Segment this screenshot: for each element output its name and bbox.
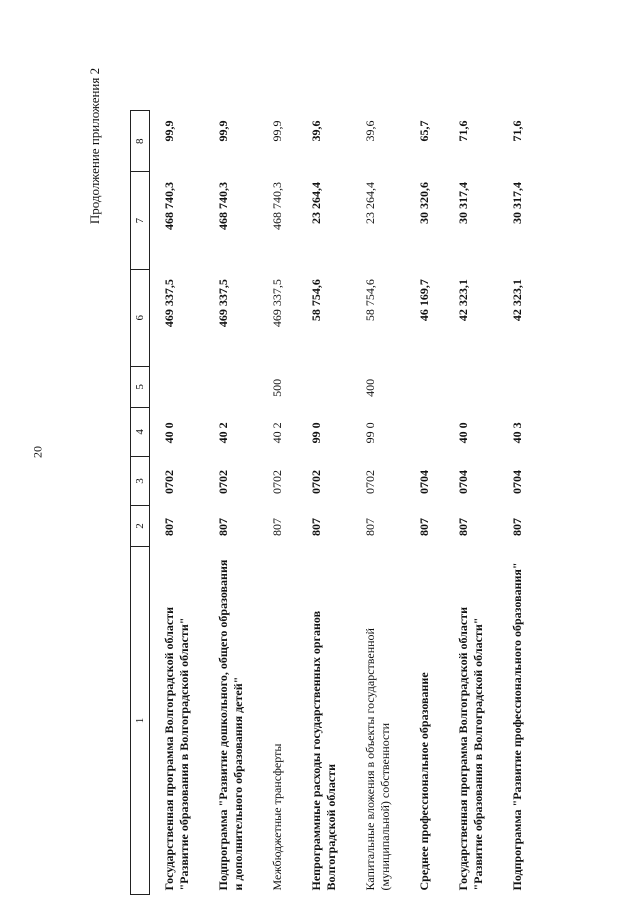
cell-program: 40 3 — [510, 422, 524, 444]
row-name: Капитальные вложения в объекты государственной (муниципальной) собственности — [363, 628, 392, 891]
column-header: 3 — [131, 456, 150, 505]
cell-program — [405, 407, 444, 456]
cell-ministry: 807 — [162, 518, 176, 537]
table-row — [204, 111, 258, 895]
cell-actual: 30 317,4 — [456, 181, 470, 224]
cell-section: 0702 — [309, 470, 323, 495]
cell-program: 40 2 — [270, 422, 284, 444]
column-header: 8 — [131, 111, 150, 172]
cell-section: 0702 — [162, 470, 176, 495]
table-row — [405, 111, 444, 895]
budget-table — [130, 110, 537, 895]
cell-expense-type — [498, 366, 537, 407]
table-row — [444, 111, 498, 895]
cell-actual: 468 740,3 — [162, 181, 176, 230]
cell-program: 99 0 — [309, 422, 323, 444]
cell-expense-type — [150, 366, 205, 407]
row-name: Среднее профессиональное образование — [417, 672, 431, 891]
cell-expense-type — [204, 366, 258, 407]
cell-percent: 71,6 — [456, 120, 470, 142]
cell-program: 40 2 — [216, 422, 230, 444]
cell-percent: 65,7 — [417, 120, 431, 142]
row-name: Межбюджетные трансферты — [270, 743, 284, 891]
cell-expense-type: 500 — [270, 378, 284, 397]
cell-plan: 42 323,1 — [510, 279, 524, 322]
cell-section: 0704 — [417, 470, 431, 495]
row-name: Государственная программа Волгоградской области "Развитие образования в Волгоградской области" — [162, 606, 191, 891]
cell-section: 0702 — [363, 470, 377, 495]
cell-actual: 468 740,3 — [270, 181, 284, 230]
cell-actual: 23 264,4 — [309, 181, 323, 224]
cell-expense-type — [297, 366, 351, 407]
table-row — [150, 111, 205, 895]
cell-plan: 469 337,5 — [270, 279, 284, 328]
cell-section: 0702 — [216, 470, 230, 495]
cell-section: 0702 — [270, 470, 284, 495]
table-row — [498, 111, 537, 895]
cell-section: 0704 — [456, 470, 470, 495]
table-row — [297, 111, 351, 895]
cell-ministry: 807 — [309, 518, 323, 537]
cell-percent: 71,6 — [510, 120, 524, 142]
cell-actual: 30 320,6 — [417, 181, 431, 224]
cell-percent: 39,6 — [363, 120, 377, 142]
cell-ministry: 807 — [363, 518, 377, 537]
cell-expense-type: 400 — [363, 378, 377, 397]
cell-program: 99 0 — [363, 422, 377, 444]
cell-plan: 469 337,5 — [162, 279, 176, 328]
cell-plan: 42 323,1 — [456, 279, 470, 322]
cell-program: 40 0 — [162, 422, 176, 444]
cell-expense-type — [444, 366, 498, 407]
row-name: Подпрограмма "Развитие дошкольного, общего образования и дополнительного образования детей" — [216, 559, 245, 891]
cell-plan: 46 169,7 — [417, 279, 431, 322]
cell-plan: 58 754,6 — [363, 279, 377, 322]
cell-actual: 23 264,4 — [363, 181, 377, 224]
column-header: 6 — [131, 269, 150, 366]
table-row — [258, 111, 297, 895]
cell-percent: 99,9 — [216, 120, 230, 142]
cell-expense-type — [405, 366, 444, 407]
cell-ministry: 807 — [456, 518, 470, 537]
cell-percent: 99,9 — [162, 120, 176, 142]
row-name: Подпрограмма "Развитие профессионального образования" — [510, 562, 524, 891]
column-header: 2 — [131, 506, 150, 547]
column-header: 7 — [131, 172, 150, 269]
column-header: 4 — [131, 407, 150, 456]
page-number: 20 — [30, 446, 45, 458]
column-number-header — [131, 111, 150, 895]
cell-ministry: 807 — [216, 518, 230, 537]
cell-percent: 99,9 — [270, 120, 284, 142]
cell-plan: 469 337,5 — [216, 279, 230, 328]
cell-program: 40 0 — [456, 422, 470, 444]
cell-actual: 468 740,3 — [216, 181, 230, 230]
row-name: Непрограммные расходы государственных органов Волгоградской области — [309, 610, 338, 891]
table-row — [351, 111, 405, 895]
cell-percent: 39,6 — [309, 120, 323, 142]
table-rotator — [130, 110, 630, 895]
cell-ministry: 807 — [417, 518, 431, 537]
cell-section: 0704 — [510, 470, 524, 495]
cell-actual: 30 317,4 — [510, 181, 524, 224]
continuation-label: Продолжение приложения 2 — [87, 67, 102, 225]
cell-ministry: 807 — [510, 518, 524, 537]
column-header: 5 — [131, 366, 150, 407]
cell-ministry: 807 — [270, 518, 284, 537]
rotated-table-area — [130, 50, 640, 891]
cell-plan: 58 754,6 — [309, 279, 323, 322]
row-name: Государственная программа Волгоградской области "Развитие образования в Волгоградской области" — [456, 606, 485, 891]
column-header: 1 — [131, 547, 150, 895]
